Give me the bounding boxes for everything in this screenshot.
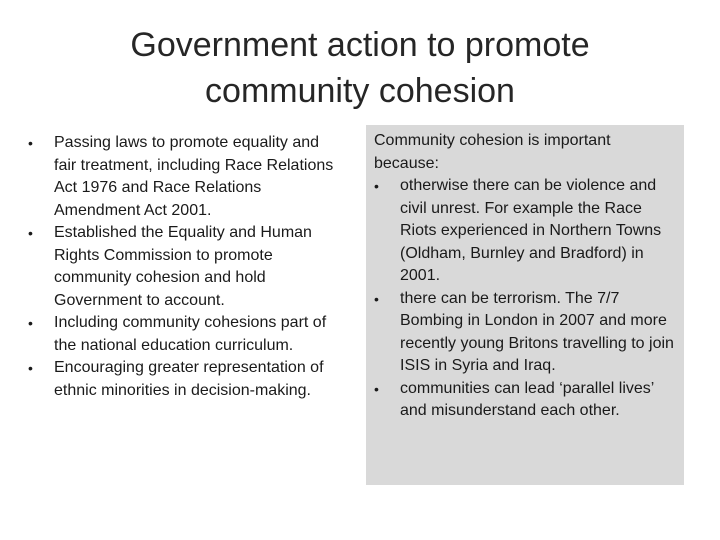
bullet-icon: •: [374, 290, 379, 307]
list-item: [28, 312, 338, 357]
list-item: [374, 175, 676, 288]
list-item: [28, 357, 338, 402]
bullet-icon: •: [28, 225, 33, 241]
slide-title: Government action to promote community cohesion: [130, 26, 590, 110]
bullet-icon: •: [28, 315, 33, 331]
government-actions-list: [28, 132, 338, 402]
list-item-text: otherwise there can be violence and civil unrest. For example the Race Riots experienced in Northern Towns (Oldham, Burnley and Bradford) in 2001.: [400, 177, 662, 284]
bullet-icon: •: [374, 380, 379, 397]
bullet-icon: •: [28, 135, 33, 151]
bullet-icon: •: [28, 360, 33, 376]
government-actions-list-panel: [28, 132, 338, 402]
list-item: [28, 222, 338, 312]
list-item-text: Established the Equality and Human Rights Commission to promote community cohesion and hold Government to account.: [54, 224, 312, 309]
list-item-text: there can be terrorism. The 7/7 Bombing in London in 2007 and more recently young Britons travelling to join ISIS in Syria and Iraq.: [400, 289, 674, 374]
importance-reasons-list: [374, 175, 676, 423]
importance-box: [366, 125, 684, 485]
list-item: [374, 378, 676, 423]
list-item: [374, 288, 676, 378]
list-item: [28, 132, 338, 222]
list-item-text: Passing laws to promote equality and fair treatment, including Race Relations Act 1976 and Race Relations Amendment Act 2001.: [54, 134, 334, 219]
importance-intro: Community cohesion is important because:: [374, 132, 611, 172]
list-item-text: Encouraging greater representation of ethnic minorities in decision-making.: [54, 359, 324, 399]
list-item-text: communities can lead ‘parallel lives’ and misunderstand each other.: [400, 379, 654, 419]
bullet-icon: •: [374, 178, 379, 194]
list-item-text: Including community cohesions part of the national education curriculum.: [54, 314, 327, 354]
